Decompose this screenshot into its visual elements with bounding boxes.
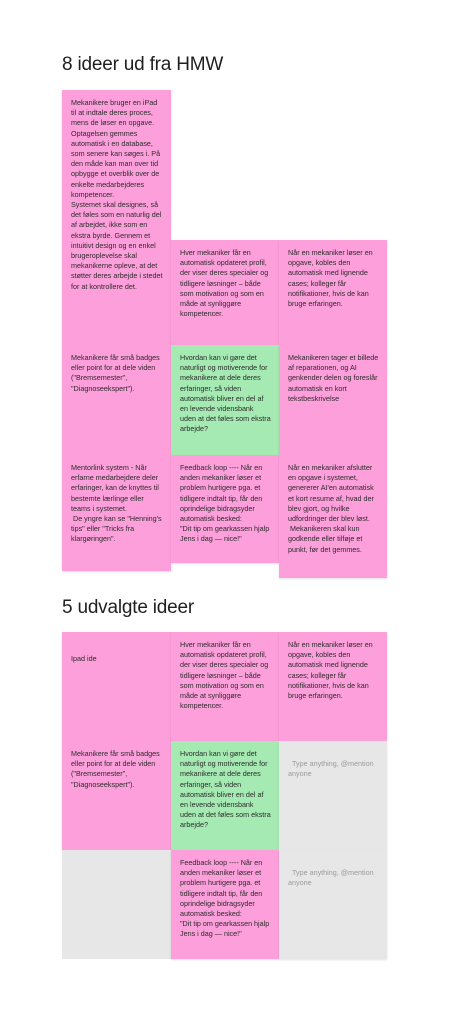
empty-sticky-area	[62, 850, 171, 959]
sticky-note-case-matching-selected[interactable]: Når en mekaniker løser en opgave, kobles den automatisk med lignende cases; kolleger får notifikationer, hvis de kan bruge erfaringen.	[279, 632, 387, 741]
empty-sticky-note-2[interactable]	[279, 850, 387, 959]
sticky-note-profile[interactable]: Hver mekaniker får en automatisk opdateret profil, der viser deres specialer og tidligere løsninger – både som motivation og som en måde at synliggøre kompetencer.	[171, 240, 279, 345]
sticky-note-feedback-loop[interactable]: Feedback loop ---- Når en anden mekaniker løser et problem hurtigere pga. et tidligere indtalt tip, får den oprindelige bidragsyder automatisk besked: "Dit tip om gearkassen hjalp Jens i dag — nice!"	[171, 455, 279, 563]
empty-sticky-note-1[interactable]	[279, 741, 387, 850]
section-title-hmw: 8 ideer ud fra HMW	[62, 54, 224, 75]
sticky-note-ipad-idea[interactable]: Mekanikere bruger en iPad til at indtale deres proces, mens de løser en opgave. Optagelsen gemmes automatisk i en database, som senere kan søges i. På den måde kan man over tid opbygge et overblik over de enkelte medarbejderes kompetencer. Systemet skal designes, så det føles som en naturlig del af arbejdet, ikke som en ekstra byrde. Gennem et intuitivt design og en enkel brugeroplevelse skal mekanikerne opleve, at det støtter deres arbejde i stedet for at kontrollere det.	[62, 90, 171, 345]
sticky-note-hmw-question[interactable]: Hvordan kan vi gøre det naturligt og motiverende for mekanikere at dele deres erfaringer, så viden automatisk bliver en del af en levende vidensbank uden at det føles som ekstra arbejde?	[171, 345, 279, 455]
sticky-note-ai-summary[interactable]: Når en mekaniker afslutter en opgave i systemet, genererer AI'en automatisk et kort resume af, hvad der blev gjort, og hvilke udfordringer der blev løst. Mekanikeren skal kun godkende eller tilføje et punkt, før det gemmes.	[279, 455, 387, 578]
sticky-note-hmw-question-selected[interactable]: Hvordan kan vi gøre det naturligt og motiverende for mekanikere at dele deres erfaringer, så viden automatisk bliver en del af en levende vidensbank uden at det føles som ekstra arbejde?	[171, 741, 279, 850]
sticky-note-profile-selected[interactable]: Hver mekaniker får en automatisk opdateret profil, der viser deres specialer og tidligere løsninger – både som motivation og som en måde at synliggøre kompetencer.	[171, 632, 279, 741]
sticky-note-badges-selected[interactable]: Mekanikere får små badges eller point for at dele viden ("Bremsemester", "Diagnoseekspert").	[62, 741, 171, 850]
sticky-placeholder-text: Type anything, @mention anyone	[288, 759, 376, 779]
sticky-note-photo-ai[interactable]: Mekanikeren tager et billede af reparationen, og AI genkender delen og foreslår automatisk en kort tekstbeskrivelse	[279, 345, 387, 455]
sticky-note-badges[interactable]: Mekanikere får små badges eller point for at dele viden ("Bremsemester", "Diagnoseekspert").	[62, 345, 171, 455]
sticky-note-ipad-idea-short[interactable]: Ipad ide	[62, 632, 171, 741]
sticky-note-mentorlink[interactable]: Mentorlink system - Når erfarne medarbejdere deler erfaringer, kan de knyttes til bestemte lærlinge eller teams i systemet. De yngre kan se "Henning's tips" eller "Tricks fra klargøringen".	[62, 455, 171, 571]
section-title-selected: 5 udvalgte ideer	[62, 597, 195, 618]
sticky-note-feedback-loop-selected[interactable]: Feedback loop ---- Når en anden mekaniker løser et problem hurtigere pga. et tidligere indtalt tip, får den oprindelige bidragsyder automatisk besked: "Dit tip om gearkassen hjalp Jens i dag — nice!"	[171, 850, 279, 959]
sticky-placeholder-text: Type anything, @mention anyone	[288, 868, 376, 888]
sticky-note-case-matching[interactable]: Når en mekaniker løser en opgave, kobles den automatisk med lignende cases; kolleger får notifikationer, hvis de kan bruge erfaringen.	[279, 240, 387, 345]
